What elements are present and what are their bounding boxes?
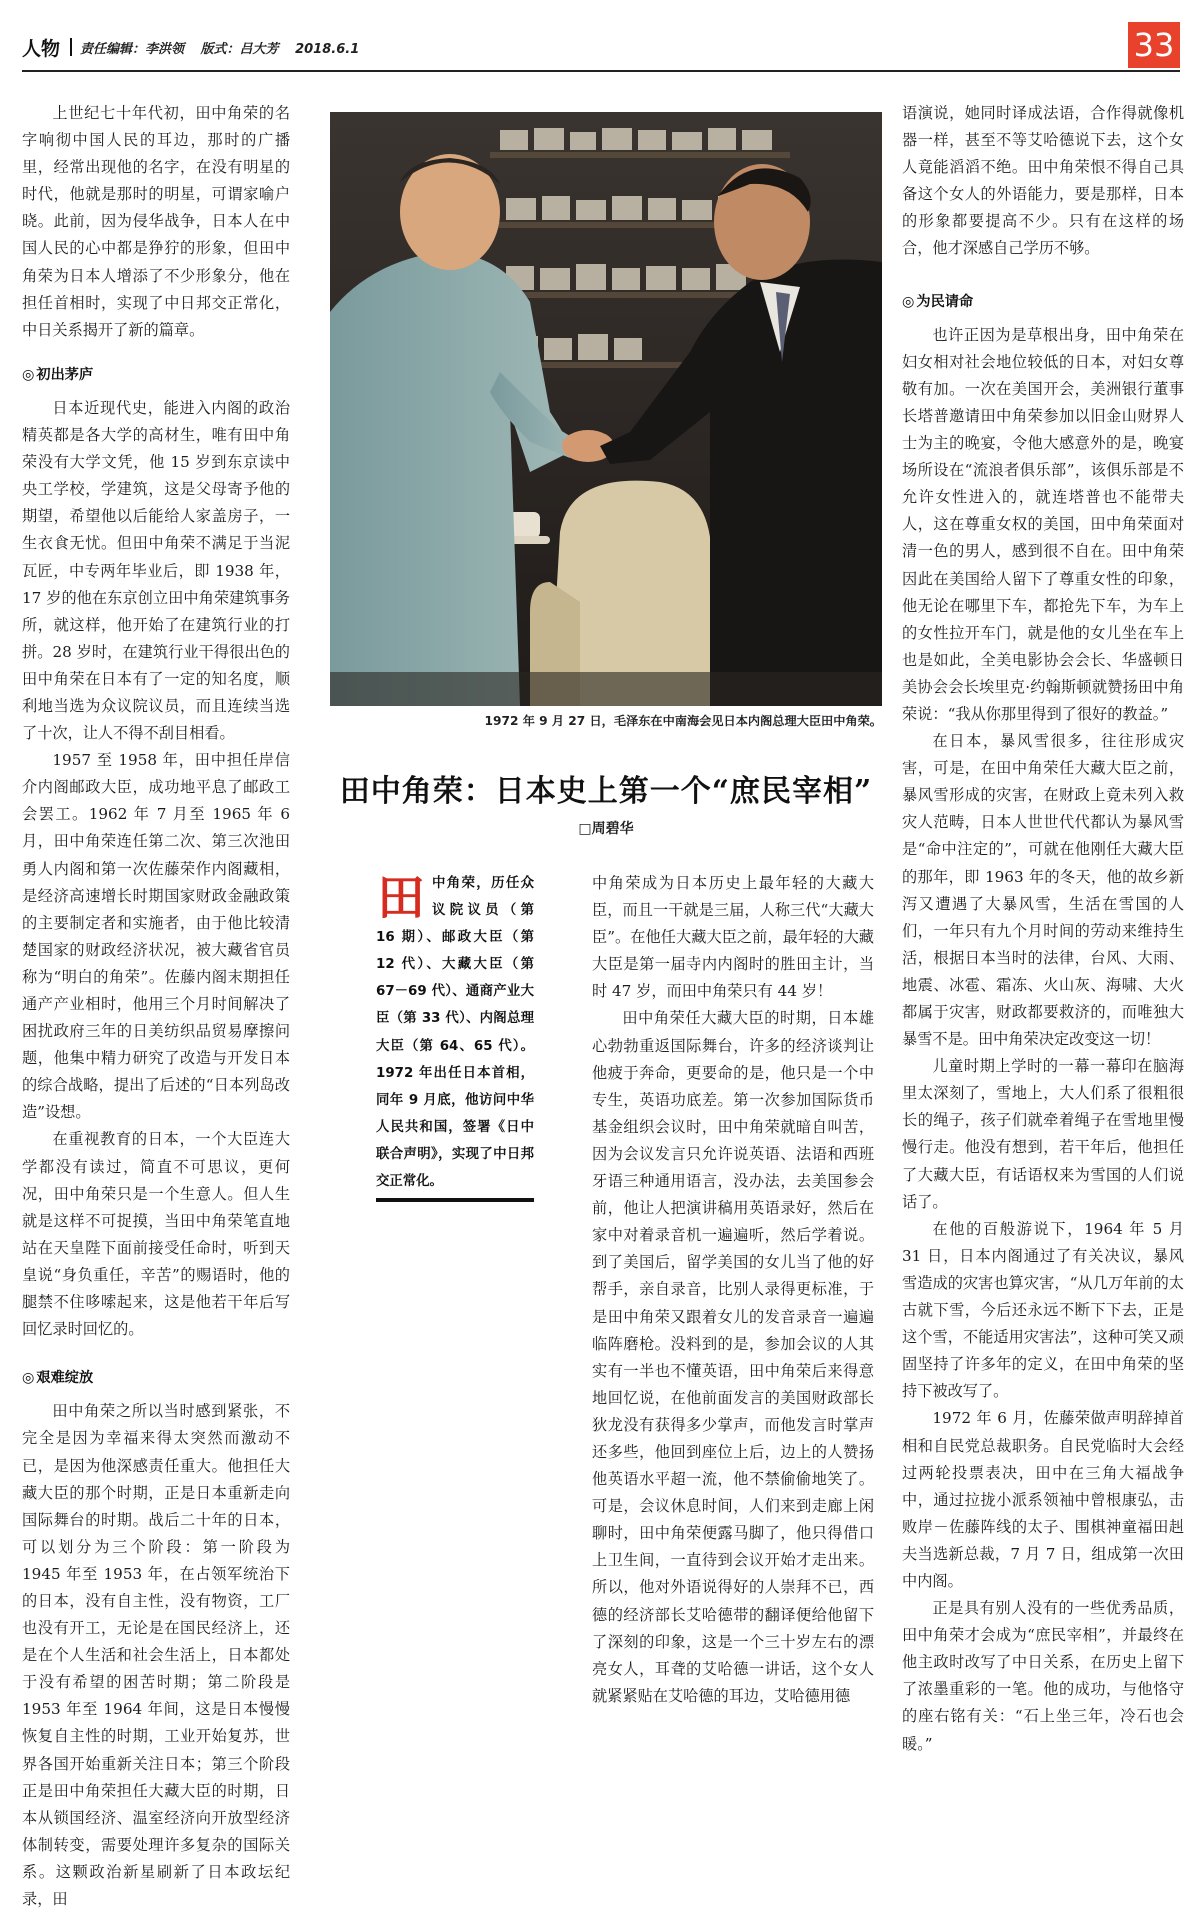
editor-name: 责任编辑：李洪领 — [80, 42, 185, 57]
paragraph: 在重视教育的日本，一个大臣连大学都没有读过，简直不可思议，更何况，田中角荣只是一个生意人。但人生就是这样不可捉摸，当田中角荣笔直地站在天皇陛下面前接受任命时，听到天皇说“身负重任，辛苦”的赐语时，他的腿禁不住哆嗦起来，这是他若干年后写回忆录时回忆的。 — [22, 1130, 290, 1339]
article-title: 田中角荣：日本史上第一个“庶民宰相” — [339, 774, 873, 809]
intro-text: 中角荣，历任众议院议员（第 16 期）、邮政大臣（第 12 代）、大藏大臣（第 67－69 代）、通商产业大臣（第 33 代）、内阁总理大臣（第 64、65 代）。1972 年出任日本首相，同年 9 月底，他访问中华人民共和国，签署《日中联合声明》，实现了中日邦交正常化。 — [376, 876, 534, 1190]
news-photo — [330, 112, 882, 706]
handshake-photo-illustration — [330, 112, 882, 706]
paragraph: 田中角荣之所以当时感到紧张，不完全是因为幸福来得太突然而激动不已，是因为他深感责任重大。他担任大藏大臣的那个时期，正是日本重新走向国际舞台的时期。战后二十年的日本，可以划分为三个阶段：第一阶段为 1945 年至 1953 年，在占领军统治下的日本，没有自主性，没有物资，工厂也没有开工，无论是在国民经济上，还是在个人生活和社会生活上，日本都处于没有希望的困苦时期；第二阶段是 1953 年至 1964 年间，这是日本慢慢恢复自主性的时期，工业开始复苏，世界各国开始重新关注日本；第三个阶段正是田中角荣担任大藏大臣的时期，日本从锁国经济、温室经济向开放型经济体制转变，需要处理许多复杂的国际关系。这颗政治新星刷新了日本政坛纪录，田 — [22, 1402, 290, 1908]
editor-credits — [80, 38, 371, 57]
paragraph: 1957 至 1958 年，田中担任岸信介内阁邮政大臣，成功地平息了邮政工会罢工。1962 年 7 月至 1965 年 6 月，田中角荣连任第二次、第三次池田勇人内阁和第一次佐藤荣作内阁藏相，是经济高速增长时期国家财政金融政策的主要制定者和实施者，由于他比较清楚国家的财政经济状况，被大藏省官员称为“明白的角荣”。佐藤内阁末期担任通产产业相时，他用三个月时间解决了困扰政府三年的日美纺织品贸易摩擦问题，他集中精力研究了改造与开发日本的综合战略，提出了后述的“日本列岛改造”设想。 — [22, 751, 290, 1122]
paragraph: 日本近现代史，能进入内阁的政治精英都是各大学的高材生，唯有田中角荣没有大学文凭，他 15 岁到东京读中央工学校，学建筑，这是父母寄予他的期望，希望他以后能给人家盖房子，一生衣食无忧。但田中角荣不满足于当泥瓦匠，中专两年毕业后，即 1938 年，17 岁的他在东京创立田中角荣建筑事务所，就这样，他开始了在建筑行业的打拼。28 岁时，在建筑行业干得很出色的田中角荣在日本有了一定的知名度，顺利地当选为众议院议员，而且连续当选了十次，让人不得不刮目相看。 — [22, 398, 290, 743]
section-name: 人物 — [22, 38, 61, 60]
paragraph: 语演说，她同时译成法语，合作得就像机器一样，甚至不等艾哈德说下去，这个女人竟能滔滔不绝。田中角荣恨不得自己具备这个女人的外语能力，要是那样，日本的形象都要提高不少。只有在这样的场合，他才深感自己学历不够。 — [902, 104, 1184, 258]
page-number-badge: 33 — [1128, 22, 1180, 68]
article-column-middle — [592, 870, 874, 1710]
intro-summary — [376, 870, 534, 1195]
paragraph: 1972 年 6 月，佐藤荣做声明辞掉首相和自民党总裁职务。自民党临时大会经过两轮投票表决，田中在三角大福战争中，通过拉拢小派系领袖中曾根康弘，击败岸－佐藤阵线的太子、围棋神童福田赳夫当选新总裁，7 月 7 日，组成第一次田中内阁。 — [902, 1409, 1184, 1590]
paragraph: 田中角荣任大藏大臣的时期，日本雄心勃勃重返国际舞台，许多的经济谈判让他疲于奔命，更要命的是，他只是一个中专生，英语功底差。第一次参加国际货币基金组织会议时，田中角荣就暗自叫苦，因为会议发言只允许说英语、法语和西班牙语三种通用语言，没办法，去美国参会前，他让人把演讲稿用英语录好，然后在家中对着录音机一遍遍听，然后学着说。到了美国后，留学美国的女儿当了他的好帮手，亲自录音，比别人录得更标准，于是田中角荣又跟着女儿的发音录音一遍遍临阵磨枪。没料到的是，参加会议的人其实有一半也不懂英语，田中角荣后来得意地回忆说，在他前面发言的美国财政部长狄龙没有获得多少掌声，而他发言时掌声还多些，他回到座位上后，边上的人赞扬他英语水平超一流，他不禁偷偷地笑了。可是，会议休息时间，人们来到走廊上闲聊时，田中角荣便露马脚了，他只得借口上卫生间，一直待到会议开始才走出来。所以，他对外语说得好的人崇拜不已，西德的经济部长艾哈德带的翻译便给他留下了深刻的印象，这是一个三十岁左右的漂亮女人，耳聋的艾哈德一讲话，这个女人就紧紧贴在艾哈德的耳边，艾哈德用德 — [592, 1009, 874, 1705]
paragraph: 正是具有别人没有的一些优秀品质，田中角荣才会成为“庶民宰相”，并最终在他主政时改写了中日关系，在历史上留下了浓墨重彩的一笔。他的成功，与他恪守的座右铭有关：“石上坐三年，冷石也会暖。” — [902, 1599, 1184, 1753]
diamond-bullet-icon: ◎ — [902, 293, 915, 310]
diamond-bullet-icon: ◎ — [22, 1370, 35, 1387]
page-header — [22, 26, 1180, 72]
paragraph: 在日本，暴风雪很多，往往形成灾害，可是，在田中角荣任大藏大臣之前，暴风雪形成的灾害，在财政上竟未列入救灾人范畴，日本人世世代代都认为暴风雪是“命中注定的”，可就在他刚任大藏大臣的那年，即 1963 年的冬天，他的故乡新泻又遭遇了大暴风雪，生活在雪国的人们，一年只有九个月时间的劳动来维持生活，根据日本当时的法律，台风、大雨、地震、冰雹、霜冻、火山灰、海啸、大火都属于灾害，财政都要救济的，而唯独大暴雪不是。田中角荣决定改变这一切！ — [902, 732, 1184, 1049]
intro-rule — [376, 1198, 534, 1202]
issue-date: 2018.6.1 — [295, 42, 360, 57]
paragraph: 中角荣成为日本历史上最年轻的大藏大臣，而且一干就是三届，人称三代“大藏大臣”。在他任大藏大臣之前，最年轻的大藏大臣是第一届寺内内阁时的胜田主计，当时 47 岁，而田中角荣只有 44 岁！ — [592, 874, 874, 1001]
paragraph: 儿童时期上学时的一幕一幕印在脑海里太深刻了，雪地上，大人们系了很粗很长的绳子，孩子们就牵着绳子在雪地里慢慢行走。他没有想到，若干年后，他担任了大藏大臣，有话语权来为雪国的人们说话了。 — [902, 1057, 1184, 1211]
article-column-left — [22, 100, 290, 1913]
article-column-right — [902, 100, 1184, 1758]
byline: □周碧华 — [578, 821, 634, 837]
layout-name: 版式：吕大芳 — [200, 42, 279, 57]
diamond-bullet-icon: ◎ — [22, 366, 35, 383]
paragraph: 在他的百般游说下，1964 年 5 月 31 日，日本内阁通过了有关决议，暴风雪造成的灾害也算灾害，“从几万年前的太古就下雪，今后还永远不断下下去，正是这个雪，不能适用灾害法”，这种可笑又顽固坚持了许多年的定义，在田中角荣的坚持下被改写了。 — [902, 1219, 1184, 1401]
paragraph: 也许正因为是草根出身，田中角荣在妇女相对社会地位较低的日本，对妇女尊敬有加。一次在美国开会，美洲银行董事长塔普邀请田中角荣参加以旧金山财界人士为主的晚宴，令他大感意外的是，晚宴场所设在“流浪者俱乐部”，该俱乐部是不允许女性进入的，就连塔普也不能带夫人，这在尊重女权的美国，田中角荣面对清一色的男人，感到很不自在。田中角荣因此在美国给人留下了尊重女性的印象，他无论在哪里下车，都抢先下车，为车上的女性拉开车门，就是他的女儿坐在车上也是如此，全美电影协会会长、华盛顿日美协会会长埃里克·约翰斯顿就赞扬田中角荣说：“我从你那里得到了很好的教益。” — [902, 325, 1184, 723]
paragraph: 上世纪七十年代初，田中角荣的名字响彻中国人民的耳边，那时的广播里，经常出现他的名字，在没有明星的时代，他就是那时的明星，可谓家喻户晓。此前，因为侵华战争，日本人在中国人民的心中都是狰狞的形象，但田中角荣为日本人增添了不少形象分，他在担任首相时，实现了中日邦交正常化，中日关系揭开了新的篇章。 — [22, 104, 290, 339]
subheading: ◎ 为民请命 — [902, 293, 974, 310]
subheading: ◎ 艰难绽放 — [22, 1370, 94, 1387]
drop-cap: 田 — [376, 870, 425, 926]
header-divider — [70, 38, 72, 56]
photo-caption: 1972 年 9 月 27 日，毛泽东在中南海会见日本内阁总理大臣田中角荣。 — [484, 714, 882, 728]
subheading: ◎ 初出茅庐 — [22, 366, 94, 383]
